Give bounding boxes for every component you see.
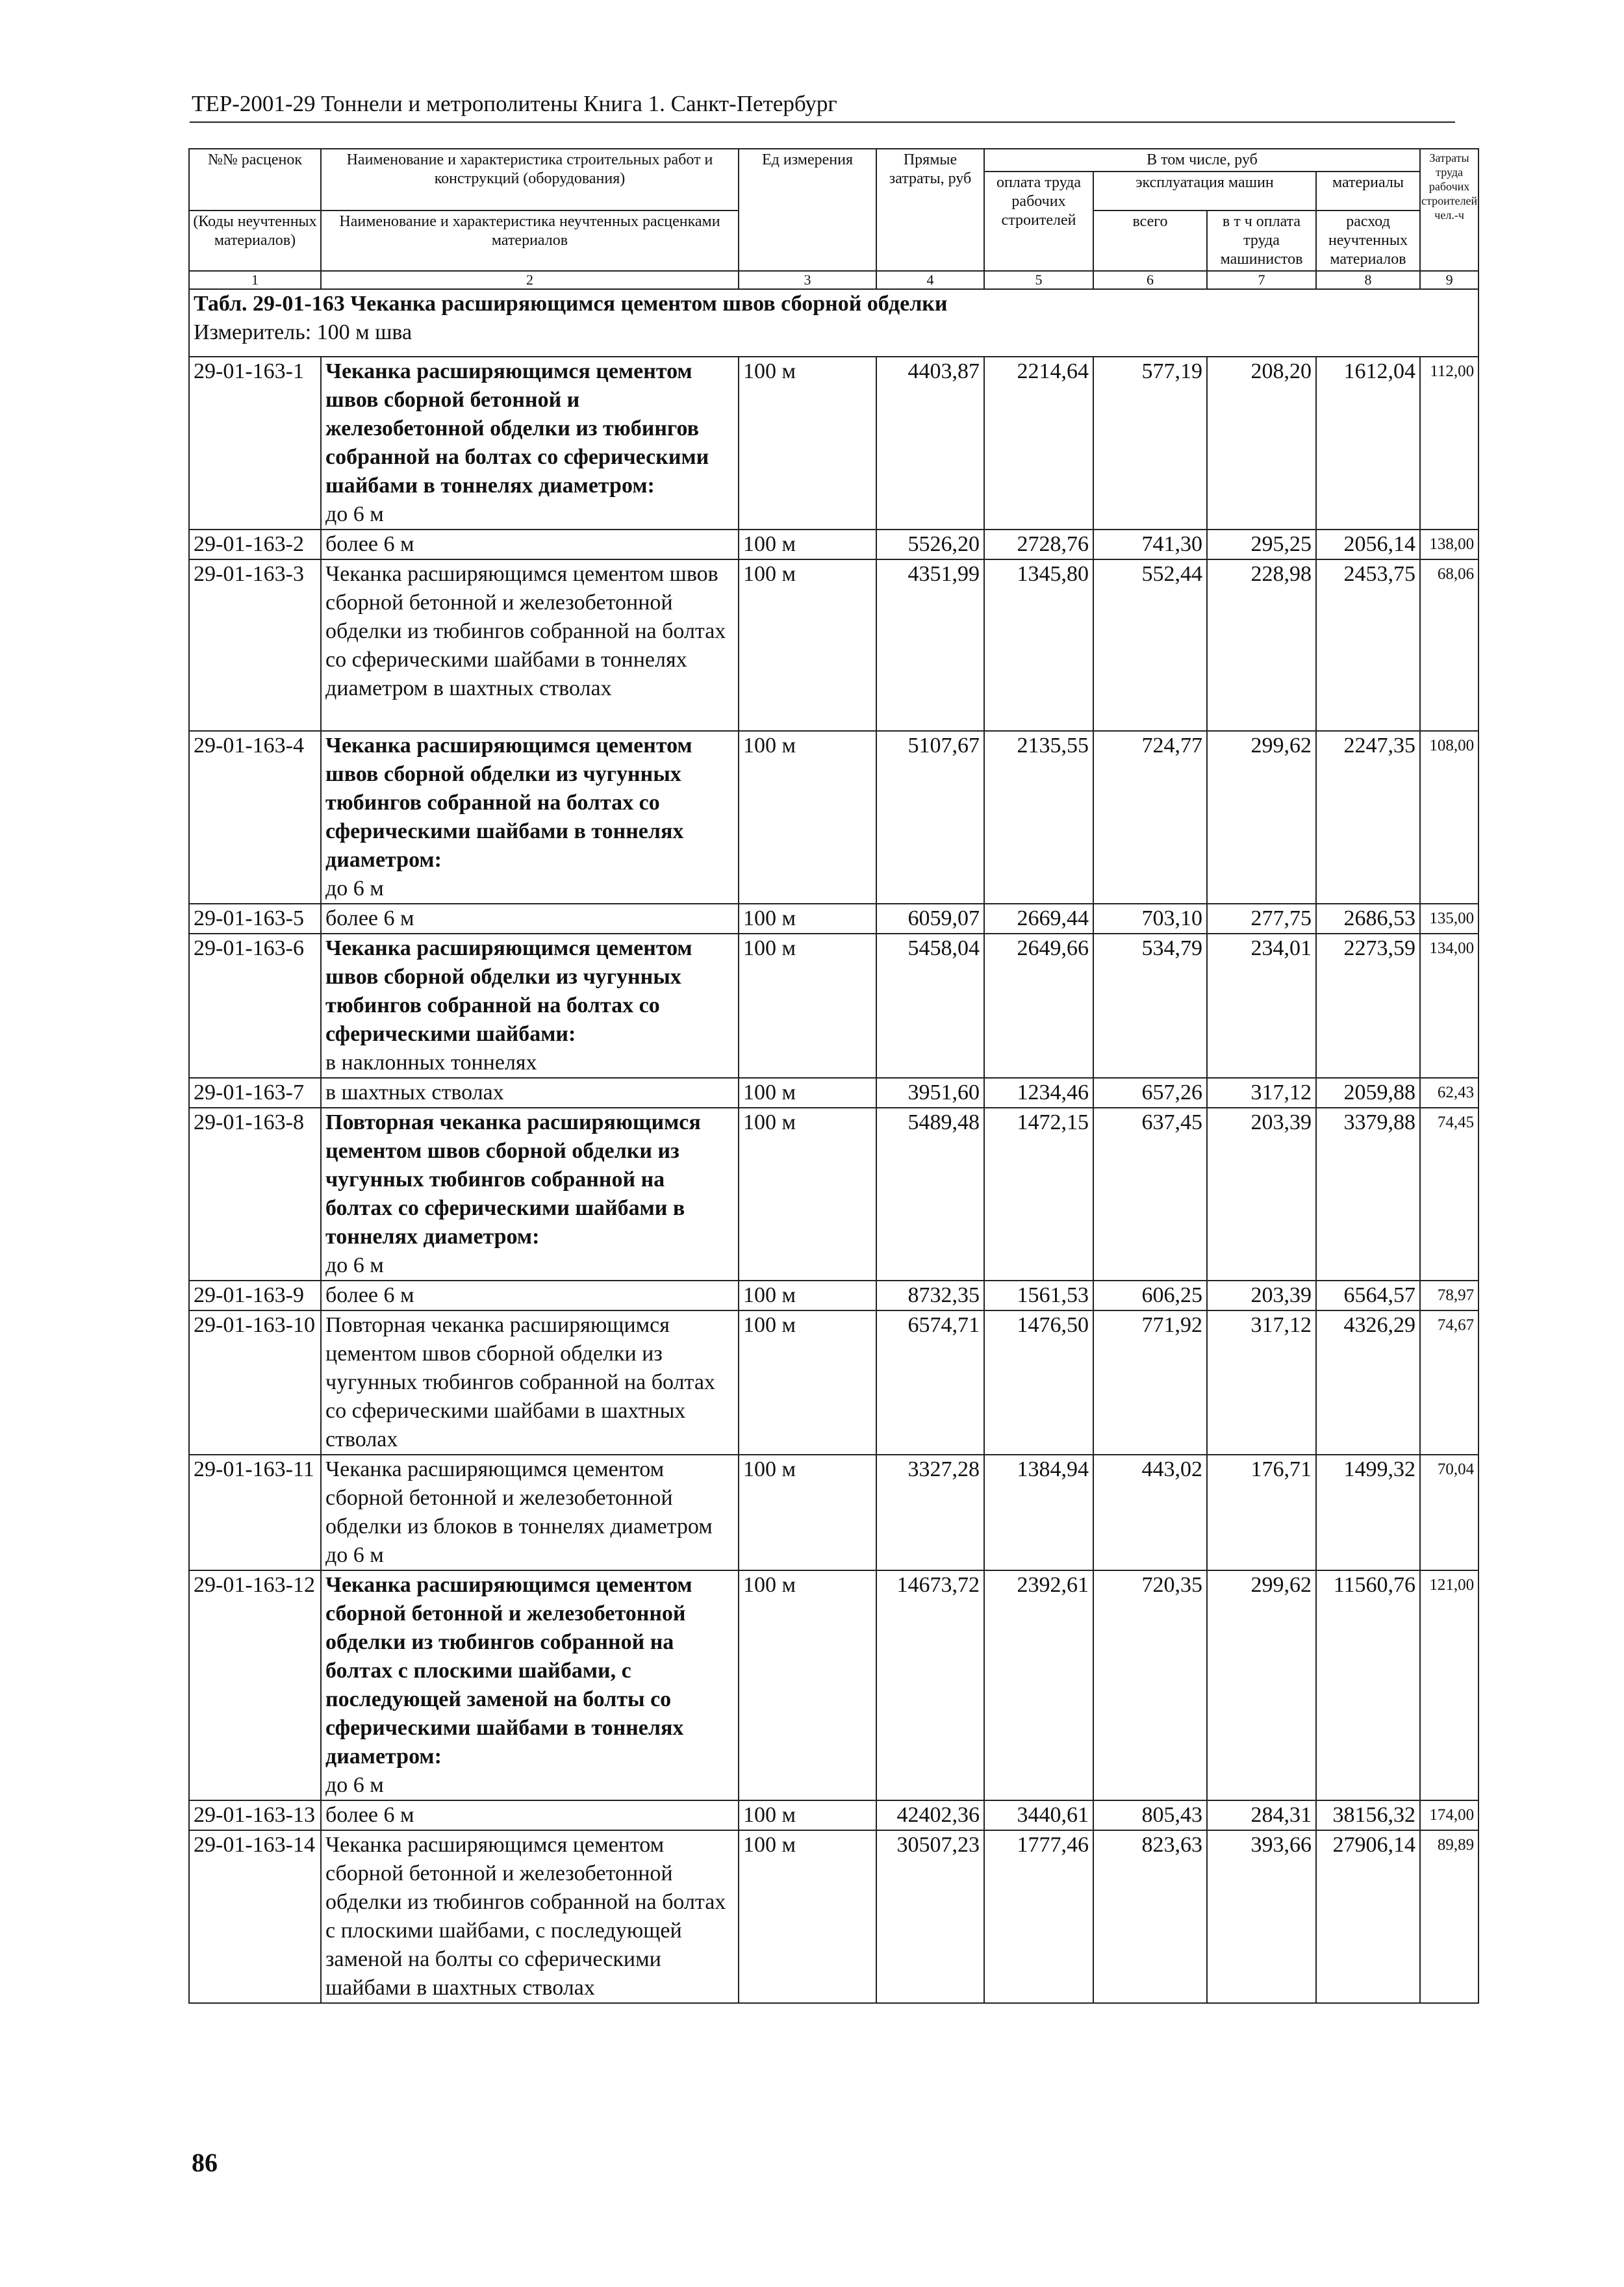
col-num: 4 (876, 271, 984, 289)
row-direct: 4351,99 (876, 559, 984, 731)
section-unit: Измеритель: 100 м шва (194, 320, 412, 344)
row-direct: 3327,28 (876, 1455, 984, 1570)
row-name: Повторная чеканка расширяющимся цементом швов сборной обделки из чугунных тюбингов собранной на болтах со сферическими шайбами в шахтных стволах (321, 1310, 739, 1455)
row-mach-wages: 203,39 (1207, 1281, 1316, 1310)
table-row (189, 1800, 1478, 1830)
header-rule (190, 121, 1455, 123)
row-unit: 100 м (739, 1310, 876, 1455)
row-mach: 443,02 (1093, 1455, 1207, 1570)
row-unit: 100 м (739, 1281, 876, 1310)
row-name: более 6 м (321, 904, 739, 934)
col-num: 1 (189, 271, 321, 289)
col-num: 2 (321, 271, 739, 289)
row-name: до 6 м (325, 1253, 384, 1277)
row-code: 29-01-163-6 (189, 934, 321, 1078)
row-code: 29-01-163-3 (189, 559, 321, 731)
table-row (189, 559, 1478, 731)
row-labor: 134,00 (1420, 934, 1478, 1078)
col-num: 9 (1420, 271, 1478, 289)
row-mach: 805,43 (1093, 1800, 1207, 1830)
table-row (189, 1570, 1478, 1800)
row-mach-wages: 393,66 (1207, 1830, 1316, 2003)
page-number: 86 (192, 2148, 218, 2177)
row-wages: 1345,80 (984, 559, 1093, 731)
row-materials: 38156,32 (1316, 1800, 1420, 1830)
row-materials: 1612,04 (1316, 357, 1420, 530)
row-name: Чеканка расширяющимся цементом сборной бетонной и железобетонной обделки из тюбингов собранной на болтах с плоскими шайбами, с последующей заменой на болты со сферическими шайбами в шахтных стволах (321, 1830, 739, 2003)
row-direct: 5526,20 (876, 530, 984, 559)
row-unit: 100 м (739, 1800, 876, 1830)
row-labor: 74,67 (1420, 1310, 1478, 1455)
table-row (189, 731, 1478, 904)
row-name: в шахтных стволах (321, 1078, 739, 1108)
row-direct: 14673,72 (876, 1570, 984, 1800)
row-labor: 78,97 (1420, 1281, 1478, 1310)
row-materials: 11560,76 (1316, 1570, 1420, 1800)
row-name: более 6 м (321, 1281, 739, 1310)
row-name: Чеканка расширяющимся цементом сборной бетонной и железобетонной обделки из блоков в тоннелях диаметром до 6 м (321, 1455, 739, 1570)
row-code: 29-01-163-9 (189, 1281, 321, 1310)
col9-header: Затраты труда рабочих строителей чел.-ч (1420, 149, 1478, 271)
row-wages: 3440,61 (984, 1800, 1093, 1830)
row-unit: 100 м (739, 904, 876, 934)
row-wages: 1561,53 (984, 1281, 1093, 1310)
row-labor: 68,06 (1420, 559, 1478, 731)
row-name-cell (321, 731, 739, 904)
row-code: 29-01-163-5 (189, 904, 321, 934)
col-num: 6 (1093, 271, 1207, 289)
row-unit: 100 м (739, 1455, 876, 1570)
running-header: ТЕР-2001-29 Тоннели и метрополитены Книга 1. Санкт-Петербург (192, 91, 837, 116)
row-labor: 135,00 (1420, 904, 1478, 934)
col8-header-bottom: расход неучтенных материалов (1316, 211, 1420, 271)
row-direct: 6059,07 (876, 904, 984, 934)
table-row (189, 1108, 1478, 1281)
row-name: в наклонных тоннелях (325, 1051, 537, 1075)
row-unit: 100 м (739, 1078, 876, 1108)
row-mach: 577,19 (1093, 357, 1207, 530)
row-mach: 637,45 (1093, 1108, 1207, 1281)
row-direct: 5489,48 (876, 1108, 984, 1281)
row-unit: 100 м (739, 1830, 876, 2003)
row-unit: 100 м (739, 1570, 876, 1800)
row-materials: 27906,14 (1316, 1830, 1420, 2003)
row-labor: 70,04 (1420, 1455, 1478, 1570)
row-code: 29-01-163-4 (189, 731, 321, 904)
row-labor: 174,00 (1420, 1800, 1478, 1830)
row-mach-wages: 299,62 (1207, 1570, 1316, 1800)
row-materials: 6564,57 (1316, 1281, 1420, 1310)
col-num: 3 (739, 271, 876, 289)
row-mach-wages: 284,31 (1207, 1800, 1316, 1830)
row-mach-wages: 228,98 (1207, 559, 1316, 731)
row-code: 29-01-163-1 (189, 357, 321, 530)
col5-header: оплата труда рабочих строителей (984, 172, 1093, 271)
row-name: Чеканка расширяющимся цементом швов сборной бетонной и железобетонной обделки из тюбингов собранной на болтах со сферическими шайбами в тоннелях диаметром в шахтных стволах (321, 559, 739, 731)
row-direct: 30507,23 (876, 1830, 984, 2003)
section-title: Табл. 29-01-163 Чеканка расширяющимся цементом швов сборной обделки (194, 292, 948, 316)
group-heading: Чеканка расширяющимся цементом сборной бетонной и железобетонной обделки из тюбингов собранной на болтах с плоскими шайбами, с последующей заменой на болты со сферическими шайбами в тоннелях диаметром: (325, 1573, 692, 1769)
row-code: 29-01-163-13 (189, 1800, 321, 1830)
row-mach-wages: 295,25 (1207, 530, 1316, 559)
row-mach-wages: 234,01 (1207, 934, 1316, 1078)
col1-header: №№ расценок (189, 149, 321, 211)
row-wages: 1777,46 (984, 1830, 1093, 2003)
row-labor: 74,45 (1420, 1108, 1478, 1281)
row-wages: 1234,46 (984, 1078, 1093, 1108)
row-wages: 2728,76 (984, 530, 1093, 559)
row-labor: 108,00 (1420, 731, 1478, 904)
col8-header-top: материалы (1316, 172, 1420, 211)
row-mach: 534,79 (1093, 934, 1207, 1078)
row-wages: 2669,44 (984, 904, 1093, 934)
row-materials: 2273,59 (1316, 934, 1420, 1078)
row-name-cell (321, 934, 739, 1078)
row-direct: 5458,04 (876, 934, 984, 1078)
row-unit: 100 м (739, 530, 876, 559)
col2-subheader: Наименование и характеристика неучтенных расценками материалов (321, 211, 739, 271)
row-materials: 3379,88 (1316, 1108, 1420, 1281)
col-num: 8 (1316, 271, 1420, 289)
row-direct: 42402,36 (876, 1800, 984, 1830)
row-direct: 4403,87 (876, 357, 984, 530)
table-row (189, 1830, 1478, 2003)
col-num: 7 (1207, 271, 1316, 289)
table-row (189, 1078, 1478, 1108)
row-direct: 3951,60 (876, 1078, 984, 1108)
row-unit: 100 м (739, 1108, 876, 1281)
row-materials: 2056,14 (1316, 530, 1420, 559)
in-total-header: В том числе, руб (984, 149, 1420, 172)
row-mach-wages: 299,62 (1207, 731, 1316, 904)
col1-subheader: (Коды неучтенных материалов) (189, 211, 321, 271)
row-name-cell (321, 1570, 739, 1800)
row-wages: 1476,50 (984, 1310, 1093, 1455)
row-code: 29-01-163-7 (189, 1078, 321, 1108)
row-mach: 552,44 (1093, 559, 1207, 731)
row-materials: 2453,75 (1316, 559, 1420, 731)
row-wages: 2135,55 (984, 731, 1093, 904)
row-mach: 657,26 (1093, 1078, 1207, 1108)
row-code: 29-01-163-12 (189, 1570, 321, 1800)
row-mach-wages: 208,20 (1207, 357, 1316, 530)
row-mach: 771,92 (1093, 1310, 1207, 1455)
table-row (189, 904, 1478, 934)
row-wages: 1384,94 (984, 1455, 1093, 1570)
row-mach: 724,77 (1093, 731, 1207, 904)
row-labor: 121,00 (1420, 1570, 1478, 1800)
row-direct: 5107,67 (876, 731, 984, 904)
row-unit: 100 м (739, 357, 876, 530)
row-mach: 703,10 (1093, 904, 1207, 934)
row-code: 29-01-163-8 (189, 1108, 321, 1281)
row-unit: 100 м (739, 731, 876, 904)
row-labor: 112,00 (1420, 357, 1478, 530)
section-title-block (189, 289, 1478, 357)
table-row (189, 934, 1478, 1078)
row-mach-wages: 176,71 (1207, 1455, 1316, 1570)
row-name-cell (321, 357, 739, 530)
row-name: до 6 м (325, 1773, 384, 1797)
col2-header: Наименование и характеристика строительных работ и конструкций (оборудования) (321, 149, 739, 211)
row-mach-wages: 277,75 (1207, 904, 1316, 934)
row-direct: 8732,35 (876, 1281, 984, 1310)
row-wages: 2214,64 (984, 357, 1093, 530)
row-labor: 89,89 (1420, 1830, 1478, 2003)
table-row (189, 1455, 1478, 1570)
row-name: более 6 м (321, 1800, 739, 1830)
row-wages: 2649,66 (984, 934, 1093, 1078)
group-heading: Чеканка расширяющимся цементом швов сборной бетонной и железобетонной обделки из тюбингов собранной на болтах со сферическими шайбами в тоннелях диаметром: (325, 359, 709, 498)
row-name-cell (321, 1108, 739, 1281)
table-row (189, 1310, 1478, 1455)
row-code: 29-01-163-11 (189, 1455, 321, 1570)
row-mach-wages: 317,12 (1207, 1310, 1316, 1455)
row-wages: 1472,15 (984, 1108, 1093, 1281)
row-mach-wages: 203,39 (1207, 1108, 1316, 1281)
group-heading: Чеканка расширяющимся цементом швов сборной обделки из чугунных тюбингов собранной на болтах со сферическими шайбами в тоннелях диаметром: (325, 734, 692, 872)
col-num: 5 (984, 271, 1093, 289)
row-mach: 606,25 (1093, 1281, 1207, 1310)
row-mach: 823,63 (1093, 1830, 1207, 2003)
group-heading: Повторная чеканка расширяющимся цементом швов сборной обделки из чугунных тюбингов собранной на болтах со сферическими шайбами в тоннелях диаметром: (325, 1110, 701, 1249)
row-labor: 62,43 (1420, 1078, 1478, 1108)
row-direct: 6574,71 (876, 1310, 984, 1455)
table-row (189, 530, 1478, 559)
row-wages: 2392,61 (984, 1570, 1093, 1800)
row-name: до 6 м (325, 502, 384, 526)
table-row (189, 1281, 1478, 1310)
row-materials: 1499,32 (1316, 1455, 1420, 1570)
machines-header: эксплуатация машин (1093, 172, 1316, 211)
row-mach-wages: 317,12 (1207, 1078, 1316, 1108)
col4-header: Прямые затраты, руб (876, 149, 984, 271)
group-heading: Чеканка расширяющимся цементом швов сборной обделки из чугунных тюбингов собранной на болтах со сферическими шайбами: (325, 936, 692, 1046)
row-name: более 6 м (321, 530, 739, 559)
row-materials: 2247,35 (1316, 731, 1420, 904)
col7-header: в т ч оплата труда машинистов (1207, 211, 1316, 271)
table-row (189, 357, 1478, 530)
row-materials: 2059,88 (1316, 1078, 1420, 1108)
row-materials: 2686,53 (1316, 904, 1420, 934)
row-code: 29-01-163-2 (189, 530, 321, 559)
price-table (188, 148, 1479, 2004)
row-code: 29-01-163-10 (189, 1310, 321, 1455)
col6-header: всего (1093, 211, 1207, 271)
row-mach: 741,30 (1093, 530, 1207, 559)
col3-header: Ед измерения (739, 149, 876, 271)
row-unit: 100 м (739, 934, 876, 1078)
row-materials: 4326,29 (1316, 1310, 1420, 1455)
row-name: до 6 м (325, 876, 384, 901)
row-code: 29-01-163-14 (189, 1830, 321, 2003)
row-mach: 720,35 (1093, 1570, 1207, 1800)
row-labor: 138,00 (1420, 530, 1478, 559)
row-unit: 100 м (739, 559, 876, 731)
